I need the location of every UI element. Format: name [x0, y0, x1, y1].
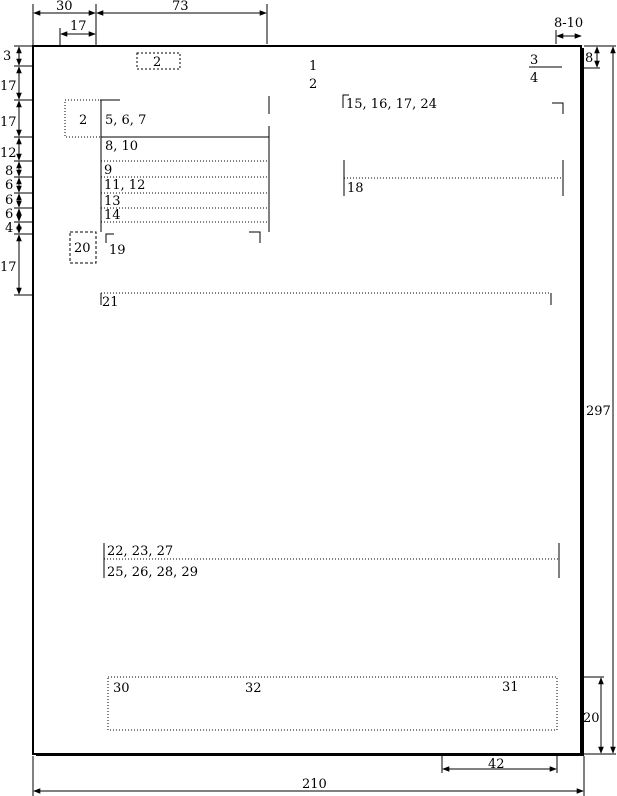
dim-left-8: 8 [5, 164, 14, 179]
dashed-field-20-label: 20 [74, 241, 91, 256]
field-14-label: 14 [104, 208, 121, 223]
dim-left-6b: 6 [5, 193, 14, 208]
dim-inner-offset: 17 [70, 19, 87, 34]
dim-left-17a: 17 [0, 79, 17, 94]
field-3-label: 3 [530, 53, 539, 68]
field-9-label: 9 [104, 163, 113, 178]
field-4-label: 4 [530, 71, 539, 86]
top-dimensions [33, 4, 584, 46]
dim-left-margin: 30 [56, 0, 73, 14]
dim-left-17b: 17 [0, 115, 17, 130]
field-2-label: 2 [309, 77, 318, 92]
dim-footer-height: 20 [583, 711, 600, 726]
right-dimensions [584, 46, 616, 754]
field-13-label: 13 [104, 194, 121, 209]
dim-left-12: 12 [0, 146, 17, 161]
dim-left-3: 3 [3, 49, 12, 64]
dim-right-margin: 8-10 [554, 16, 584, 31]
dim-page-height: 297 [586, 404, 611, 419]
signature-fields-bottom-label: 25, 26, 28, 29 [107, 565, 198, 580]
field-8-10-label: 8, 10 [105, 139, 139, 154]
field-21-label: 21 [102, 295, 119, 310]
dim-left-17c: 17 [0, 260, 17, 275]
field-5-7-label: 5, 6, 7 [105, 113, 147, 128]
footer-field-32-label: 32 [245, 681, 262, 696]
addressee-fields-label: 15, 16, 17, 24 [346, 97, 437, 112]
dim-left-4: 4 [5, 221, 14, 236]
dim-field-width: 73 [172, 0, 189, 14]
field-19-label: 19 [109, 243, 126, 258]
dim-page-width: 210 [302, 777, 327, 792]
field-11-12-label: 11, 12 [104, 178, 146, 193]
dim-top-gap: 8 [585, 51, 594, 66]
dim-left-6a: 6 [5, 178, 14, 193]
dim-left-6c: 6 [5, 207, 14, 222]
dashed-field-2-label: 2 [153, 55, 162, 70]
stamp-area-label: 2 [79, 113, 88, 128]
footer-field-30-label: 30 [113, 681, 130, 696]
field-1-label: 1 [309, 59, 318, 74]
footer-field-31-label: 31 [502, 680, 519, 695]
signature-fields-top-label: 22, 23, 27 [107, 544, 174, 559]
left-dimensions [14, 46, 33, 295]
dim-footer-right: 42 [488, 757, 505, 772]
field-18-label: 18 [347, 181, 364, 196]
